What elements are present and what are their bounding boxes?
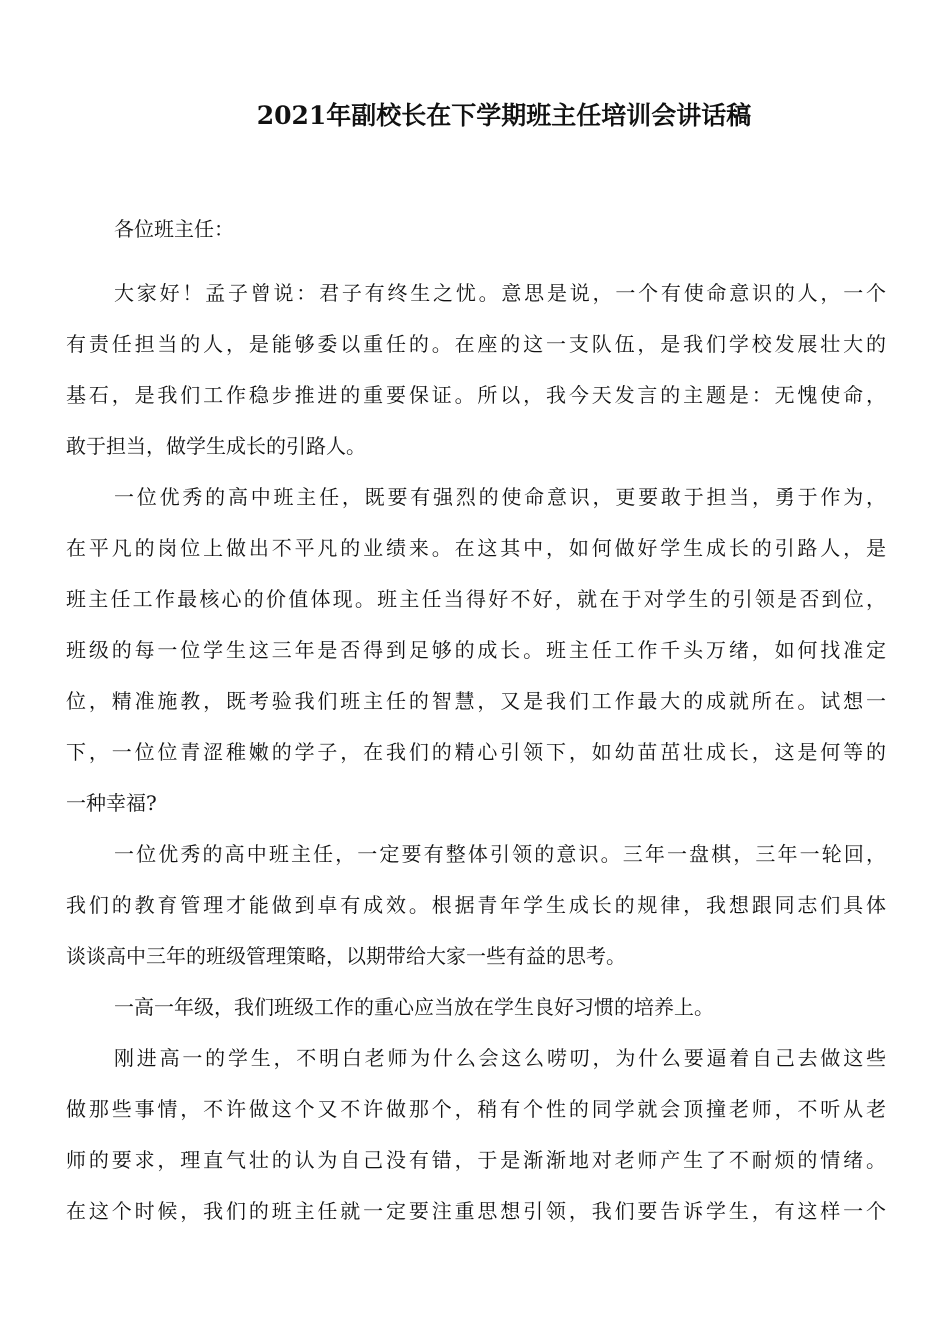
paragraph-3 [66, 834, 886, 987]
paragraph-line: 一种幸福? [66, 791, 157, 815]
paragraph-line: 一位优秀的高中班主任，一定要有整体引领的意识。三年一盘棋，三年一轮回， [114, 842, 886, 866]
paragraph-4 [66, 987, 886, 1038]
paragraph-line: 敢于担当，做学生成长的引路人。 [66, 434, 366, 458]
paragraph-line: 大家好！孟子曾说：君子有终生之忧。意思是说，一个有使命意识的人，一个 [114, 281, 886, 305]
paragraph-line: 有责任担当的人，是能够委以重任的。在座的这一支队伍，是我们学校发展壮大的 [66, 332, 886, 356]
paragraph-line: 师的要求，理直气壮的认为自己没有错，于是渐渐地对老师产生了不耐烦的情绪。 [66, 1148, 886, 1172]
paragraph-line: 我们的教育管理才能做到卓有成效。根据青年学生成长的规律，我想跟同志们具体 [66, 893, 886, 917]
paragraph-line: 基石，是我们工作稳步推进的重要保证。所以，我今天发言的主题是：无愧使命， [66, 383, 886, 407]
paragraph-line: 班主任工作最核心的价值体现。班主任当得好不好，就在于对学生的引领是否到位， [66, 587, 886, 611]
paragraph-5 [66, 1038, 886, 1242]
paragraph-line: 在这个时候，我们的班主任就一定要注重思想引领，我们要告诉学生，有这样一个 [66, 1199, 886, 1223]
paragraph-line: 班级的每一位学生这三年是否得到足够的成长。班主任工作千头万绪，如何找准定 [66, 638, 886, 662]
paragraph-line: 一位优秀的高中班主任，既要有强烈的使命意识，更要敢于担当，勇于作为， [114, 485, 886, 509]
paragraph-line: 下，一位位青涩稚嫩的学子，在我们的精心引领下，如幼苗茁壮成长，这是何等的 [66, 740, 886, 764]
paragraph-1 [66, 273, 886, 477]
paragraph-line: 一高一年级，我们班级工作的重心应当放在学生良好习惯的培养上。 [114, 995, 714, 1019]
salutation: 各位班主任： [114, 217, 234, 241]
paragraph-line: 谈谈高中三年的班级管理策略，以期带给大家一些有益的思考。 [66, 944, 626, 968]
paragraph-line: 刚进高一的学生，不明白老师为什么会这么唠叨，为什么要逼着自己去做这些 [114, 1046, 886, 1070]
paragraph-line: 在平凡的岗位上做出不平凡的业绩来。在这其中，如何做好学生成长的引路人，是 [66, 536, 886, 560]
document-body [66, 209, 886, 1242]
paragraph-2 [66, 477, 886, 834]
paragraph-line: 位，精准施教，既考验我们班主任的智慧，又是我们工作最大的成就所在。试想一 [66, 689, 886, 713]
paragraph-line: 做那些事情，不许做这个又不许做那个，稍有个性的同学就会顶撞老师，不听从老 [66, 1097, 886, 1121]
document-title: 2021年副校长在下学期班主任培训会讲话稿 [256, 101, 752, 130]
